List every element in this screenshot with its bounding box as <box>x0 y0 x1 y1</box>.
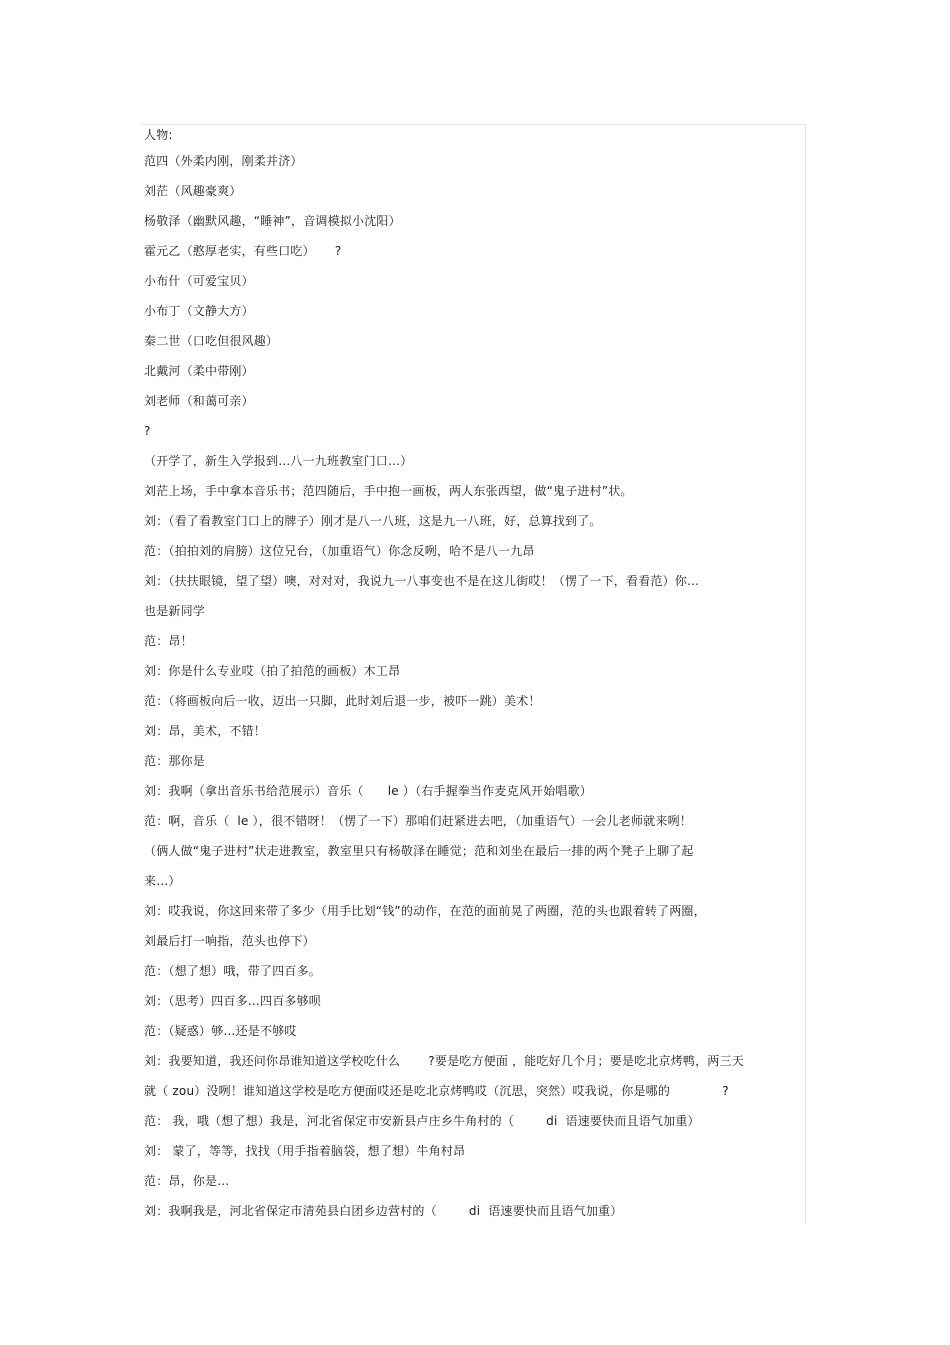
text-line: 人物: <box>144 128 173 142</box>
text-line: 刘老师（和蔼可亲） <box>144 394 254 408</box>
text-line: 北戴河（柔中带刚） <box>144 364 254 378</box>
text-line: 来…） <box>144 874 181 888</box>
text-line: 刘：（看了看教室门口上的牌子）刚才是八一八班，这是九一八班，好，总算找到了。 <box>144 514 602 528</box>
text-line: 范：昂！ <box>144 634 193 648</box>
text-line: （开学了，新生入学报到…八一九班教室门口…） <box>144 454 413 468</box>
text-line: 范：（疑惑）够…还是不够哎 <box>144 1024 297 1038</box>
text-line: 范四（外柔内刚，刚柔并济） <box>144 154 303 168</box>
text-line: 刘：我啊（拿出音乐书给范展示）音乐（ le ）（右手握拳当作麦克风开始唱歌） <box>144 784 593 798</box>
text-line: 刘茫上场，手中拿本音乐书；范四随后，手中抱一画板，两人东张西望，做“鬼子进村”状。 <box>144 484 633 498</box>
text-line: 范：（想了想）哦，带了四百多。 <box>144 964 322 978</box>
text-line: 范： 我，哦（想了想）我是，河北省保定市安新县卢庄乡牛角村的（ di 语速要快而且语气加重） <box>144 1114 700 1128</box>
document-body <box>144 124 794 1226</box>
text-line: （俩人做“鬼子进村”状走进教室，教室里只有杨敬泽在睡觉；范和刘坐在最后一排的两个凳子上聊了起 <box>144 844 694 858</box>
text-line: 秦二世（口吃但很风趣） <box>144 334 279 348</box>
text-line: 刘最后打一响指，范头也停下） <box>144 934 315 948</box>
text-line: 刘茫（风趣豪爽） <box>144 184 242 198</box>
text-line: 刘：昂，美术，不错！ <box>144 724 267 738</box>
text-line: 也是新同学 <box>144 604 206 618</box>
text-line: 范：昂，你是… <box>144 1174 230 1188</box>
text-line: 刘：哎我说，你这回来带了多少（用手比划“钱”的动作，在范的面前晃了两圈，范的头也跟着转了两圈， <box>144 904 706 918</box>
text-line: 范：（拍拍刘的肩膀）这位兄台，（加重语气）你念反咧，哈不是八一九昂 <box>144 544 535 558</box>
text-line: 杨敬泽（幽默风趣，“睡神”，音调模拟小沈阳） <box>144 214 401 228</box>
text-line: 小布丁（文静大方） <box>144 304 254 318</box>
text-line: 就（ zou）没咧！谁知道这学校是吃方便面哎还是吃北京烤鸭哎（沉思，突然）哎我说，你是哪的 ? <box>144 1084 729 1098</box>
text-line: 小布什（可爱宝贝） <box>144 274 254 288</box>
text-line: 刘：（扶扶眼镜，望了望）噢，对对对，我说九一八事变也不是在这儿街哎！（愣了一下，看看范）你… <box>144 574 700 588</box>
text-line: 刘：（思考）四百多…四百多够呗 <box>144 994 322 1008</box>
text-line: 范：啊，音乐（ le ），很不错呀！（愣了一下）那咱们赶紧进去吧，（加重语气）一会儿老师就来咧！ <box>144 814 692 828</box>
text-line: 刘： 蒙了，等等，找找（用手指着脑袋，想了想）牛角村昂 <box>144 1144 466 1158</box>
text-line: 霍元乙（憨厚老实，有些口吃） ? <box>144 244 342 258</box>
text-line: 刘：我要知道，我还问你昂谁知道这学校吃什么 ?要是吃方便面 ，能吃好几个月；要是吃北京烤鸭，两三天 <box>144 1054 744 1068</box>
text-line: ? <box>144 424 151 438</box>
text-line: 刘：我啊我是，河北省保定市清苑县白团乡边营村的（ di 语速要快而且语气加重） <box>144 1204 623 1218</box>
text-line: 范：（将画板向后一收，迈出一只脚，此时刘后退一步，被吓一跳）美术！ <box>144 694 541 708</box>
text-line: 刘：你是什么专业哎（拍了拍范的画板）木工昂 <box>144 664 401 678</box>
text-line: 范：那你是 <box>144 754 206 768</box>
